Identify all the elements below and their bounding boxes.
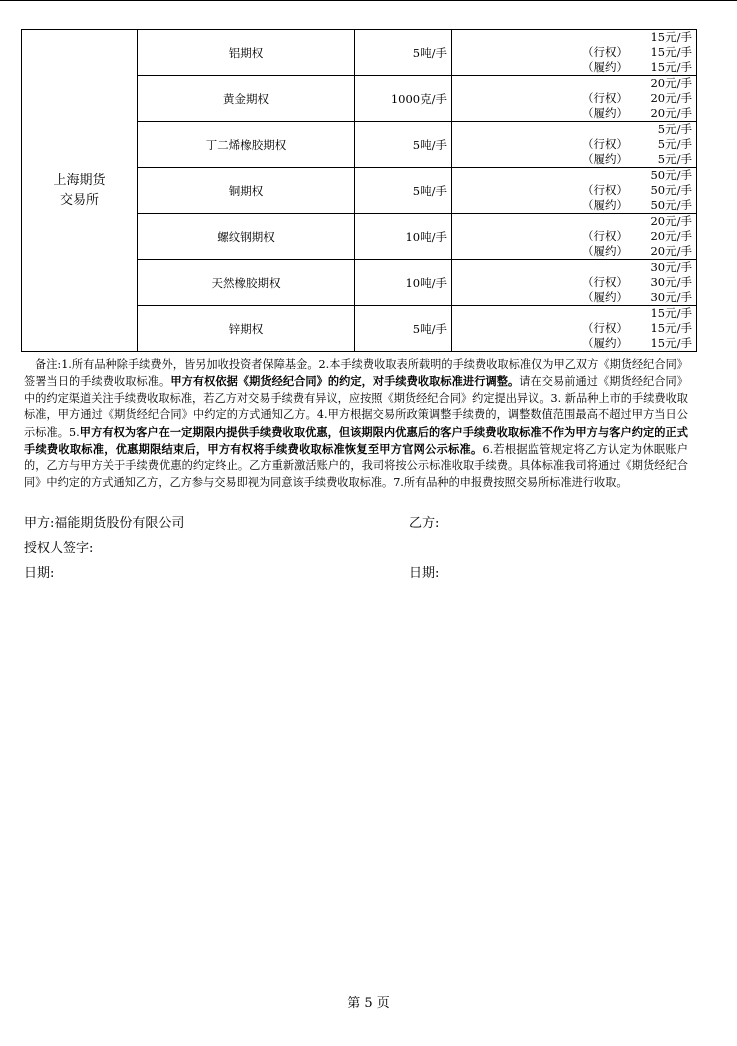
party-b-date-label: 日期: bbox=[409, 566, 440, 581]
fee-exercise: 50元/手 bbox=[650, 183, 692, 197]
exchange-name-line: 交易所 bbox=[59, 192, 99, 208]
fee-exercise: 15元/手 bbox=[650, 321, 692, 335]
fee-performance: 15元/手 bbox=[650, 336, 692, 350]
trading-unit: 5吨/手 bbox=[355, 122, 452, 168]
fee-cell bbox=[452, 260, 697, 306]
fee-open: 15元/手 bbox=[650, 306, 692, 320]
remarks-bold-1: 甲方有权依据《期货经纪合同》的约定，对手续费收取标准进行调整。 bbox=[170, 374, 520, 389]
exercise-label: （行权） bbox=[582, 321, 628, 335]
remarks-bold-2: 甲方有权为客户在一定期限内提供手续费收取优惠，但该期限内优惠后的客户手续费收取标准不作为甲方与客户约定的正式手续费收取标准，优惠期限结束后，甲方有权将手续费收取标准恢复至甲方官网公示标准。 bbox=[24, 424, 688, 457]
fee-exercise: 5元/手 bbox=[657, 137, 692, 151]
page-number: 第 5 页 bbox=[347, 996, 390, 1011]
product-name: 锌期权 bbox=[138, 306, 355, 352]
product-name: 铜期权 bbox=[138, 168, 355, 214]
fee-table bbox=[21, 29, 697, 352]
fee-cell bbox=[452, 306, 697, 352]
exercise-label: （行权） bbox=[582, 183, 628, 197]
product-name: 铝期权 bbox=[138, 30, 355, 76]
fee-open: 15元/手 bbox=[650, 30, 692, 44]
product-name: 天然橡胶期权 bbox=[138, 260, 355, 306]
product-name: 黄金期权 bbox=[138, 76, 355, 122]
fee-open: 5元/手 bbox=[657, 122, 692, 136]
fee-exercise: 30元/手 bbox=[650, 275, 692, 289]
exchange-cell bbox=[22, 30, 138, 352]
product-name: 螺纹钢期权 bbox=[138, 214, 355, 260]
performance-label: （履约） bbox=[582, 244, 628, 258]
exchange-name-line: 上海期货 bbox=[53, 172, 106, 188]
trading-unit: 1000克/手 bbox=[355, 76, 452, 122]
fee-open: 50元/手 bbox=[650, 168, 692, 182]
exercise-label: （行权） bbox=[582, 229, 628, 243]
trading-unit: 5吨/手 bbox=[355, 168, 452, 214]
party-a-label: 甲方:福能期货股份有限公司 bbox=[24, 516, 185, 531]
fee-cell bbox=[452, 122, 697, 168]
remarks-text-2: 请在交易前通过《期货经纪合同》中的约定渠道关注手续费收取标准，若乙方对交易手续费有异议，应按照《期货经纪合同》约定提出异议。3. 新品种上市的手续费收取标准，甲方通过《期货经纪合同》中约定的方式通知乙方。4.甲方根据交易所政策调整手续费的，调整数值范围最高不超过甲方当日公示标准。5. bbox=[24, 375, 688, 439]
fee-cell bbox=[452, 168, 697, 214]
fee-cell bbox=[452, 214, 697, 260]
performance-label: （履约） bbox=[582, 290, 628, 304]
exercise-label: （行权） bbox=[582, 91, 628, 105]
exercise-label: （行权） bbox=[582, 275, 628, 289]
fee-open: 20元/手 bbox=[650, 76, 692, 90]
fee-performance: 30元/手 bbox=[650, 290, 692, 304]
fee-performance: 50元/手 bbox=[650, 198, 692, 212]
remarks-text-1: 备注:1.所有品种除手续费外，皆另加收投资者保障基金。2.本手续费收取表所载明的手续费收取标准仅为甲乙双方《期货经纪合同》签署当日的手续费收取标准。 bbox=[24, 358, 688, 389]
trading-unit: 10吨/手 bbox=[355, 260, 452, 306]
performance-label: （履约） bbox=[582, 152, 628, 166]
fee-performance: 20元/手 bbox=[650, 244, 692, 258]
fee-cell bbox=[452, 76, 697, 122]
trading-unit: 5吨/手 bbox=[355, 30, 452, 76]
party-a-date-label: 日期: bbox=[24, 566, 55, 581]
performance-label: （履约） bbox=[582, 60, 628, 74]
fee-table-row bbox=[22, 30, 697, 76]
fee-performance: 15元/手 bbox=[650, 60, 692, 74]
fee-exercise: 20元/手 bbox=[650, 91, 692, 105]
performance-label: （履约） bbox=[582, 336, 628, 350]
remarks-text-3: 6.若根据监管规定将乙方认定为休眠账户的，乙方与甲方关于手续费优惠的约定终止。乙方重新激活账户的，我司将按公示标准收取手续费。具体标准我司将通过《期货经纪合同》中约定的方式通知乙方，乙方参与交易即视为同意该手续费收取标准。7.所有品种的申报费按照交易所标准进行收取。 bbox=[24, 443, 688, 489]
fee-performance: 5元/手 bbox=[657, 152, 692, 166]
authorized-signature-label: 授权人签字: bbox=[24, 541, 94, 556]
fee-open: 30元/手 bbox=[650, 260, 692, 274]
fee-exercise: 15元/手 bbox=[650, 45, 692, 59]
trading-unit: 10吨/手 bbox=[355, 214, 452, 260]
fee-open: 20元/手 bbox=[650, 214, 692, 228]
fee-cell bbox=[452, 30, 697, 76]
party-b-label: 乙方: bbox=[409, 516, 440, 531]
performance-label: （履约） bbox=[582, 198, 628, 212]
exercise-label: （行权） bbox=[582, 137, 628, 151]
exercise-label: （行权） bbox=[582, 45, 628, 59]
header-rule bbox=[0, 0, 737, 1]
fee-exercise: 20元/手 bbox=[650, 229, 692, 243]
remarks bbox=[24, 357, 688, 491]
performance-label: （履约） bbox=[582, 106, 628, 120]
trading-unit: 5吨/手 bbox=[355, 306, 452, 352]
product-name: 丁二烯橡胶期权 bbox=[138, 122, 355, 168]
fee-performance: 20元/手 bbox=[650, 106, 692, 120]
